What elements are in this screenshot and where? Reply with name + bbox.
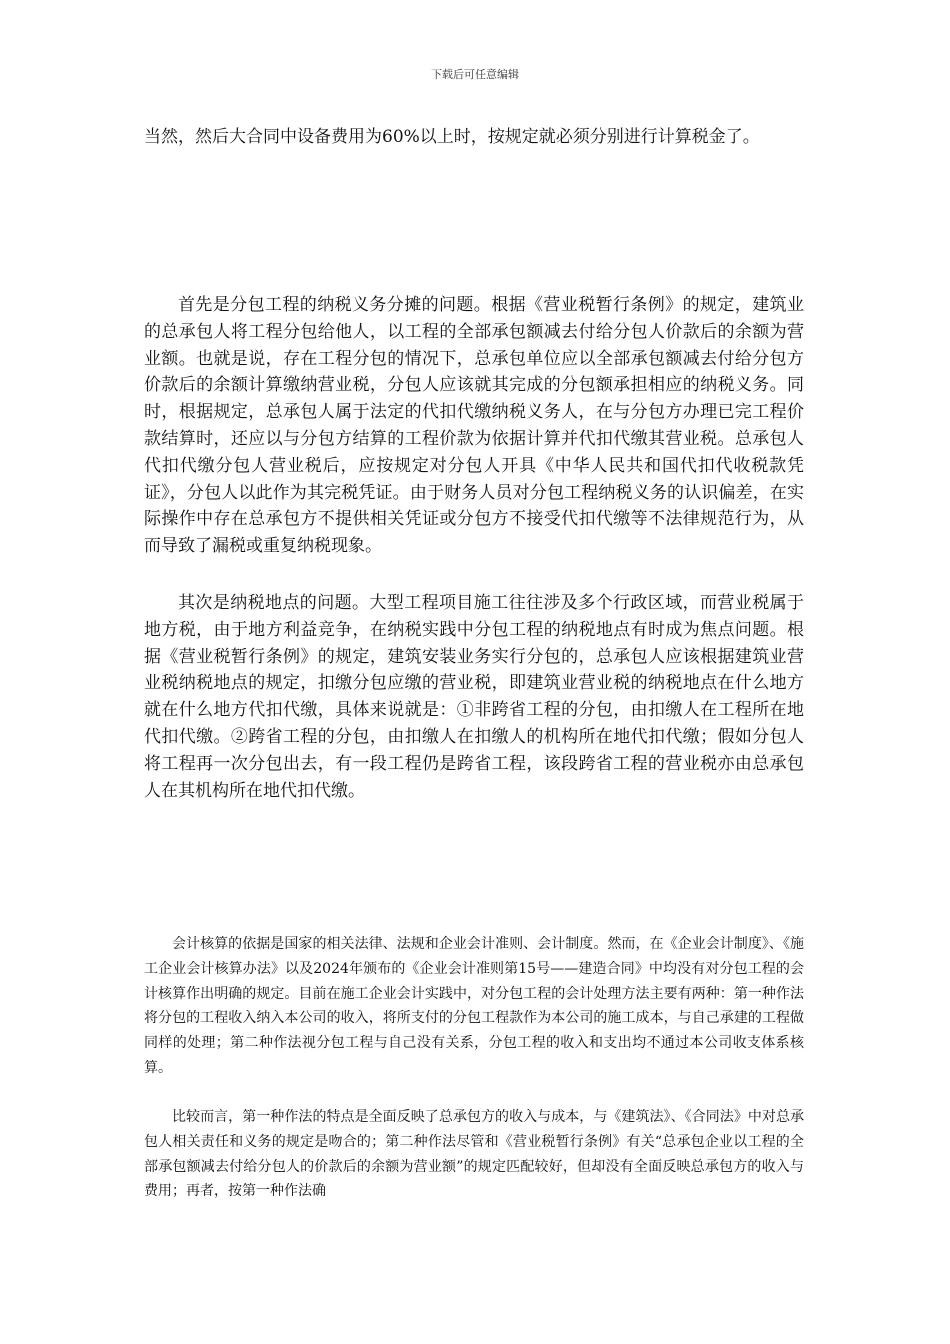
paragraph-tax-location: 其次是纳税地点的问题。大型工程项目施工往往涉及多个行政区域，而营业税属于地方税，由于地方利益竞争，在纳税实践中分包工程的纳税地点有时成为焦点问题。根据《营业税暂行条例》的规定，建筑安装业务实行分包的，总承包人应该根据建筑业营业税纳税地点的规定，扣缴分包应缴的营业税，即建筑业营业税的纳税地点在什么地方就在什么地方代扣代缴，具体来说就是：①非跨省工程的分包，由扣缴人在工程所在地代扣代缴。②跨省工程的分包，由扣缴人在扣缴人的机构所在地代扣代缴；假如分包人将工程再一次分包出去，有一段工程仍是跨省工程，该段跨省工程的营业税亦由总承包人在其机构所在地代扣代缴。 [144, 593, 804, 801]
page-header-note: 下载后可任意编辑 [431, 68, 519, 81]
paragraph-accounting-comparison: 比较而言，第一种作法的特点是全面反映了总承包方的收入与成本，与《建筑法》、《合同法》中对总承包人相关责任和义务的规定是吻合的；第二种作法尽管和《营业税暂行条例》有关“总承包企业以工程的全部承包额减去付给分包人的价款后的余额为营业额”的规定匹配较好，但却没有全面反映总承包方的收入与费用；再者，按第一种作法确 [144, 1109, 804, 1200]
paragraph-intro: 当然，然后大合同中设备费用为60%以上时，按规定就必须分别进行计算税金了。 [144, 127, 760, 147]
paragraph-accounting-basis: 会计核算的依据是国家的相关法律、法规和企业会计准则、会计制度。然而，在《企业会计制度》、《施工企业会计核算办法》以及2024年颁布的《企业会计准则第15号——建造合同》中均没有对分包工程的会计核算作出明确的规定。目前在施工企业会计实践中，对分包工程的会计处理方法主要有两种：第一种作法将分包的工程收入纳入本公司的收入，将所支付的分包工程款作为本公司的施工成本，与自己承建的工程做同样的处理；第二种作法视分包工程与自己没有关系，分包工程的收入和支出均不通过本公司收支体系核算。 [144, 936, 804, 1076]
paragraph-subcontract-tax-obligation: 首先是分包工程的纳税义务分摊的问题。根据《营业税暂行条例》的规定，建筑业的总承包人将工程分包给他人，以工程的全部承包额减去付给分包人价款后的余额为营业额。也就是说，存在工程分包的情况下，总承包单位应以全部承包额减去付给分包方价款后的余额计算缴纳营业税，分包人应该就其完成的分包额承担相应的纳税义务。同时，根据规定，总承包人属于法定的代扣代缴纳税义务人，在与分包方办理已完工程价款结算时，还应以与分包方结算的工程价款为依据计算并代扣代缴其营业税。总承包人代扣代缴分包人营业税后，应按规定对分包人开具《中华人民共和国代扣代收税款凭证》，分包人以此作为其完税凭证。由于财务人员对分包工程纳税义务的认识偏差，在实际操作中存在总承包方不提供相关凭证或分包方不接受代扣代缴等不法律规范行为，从而导致了漏税或重复纳税现象。 [144, 295, 804, 557]
